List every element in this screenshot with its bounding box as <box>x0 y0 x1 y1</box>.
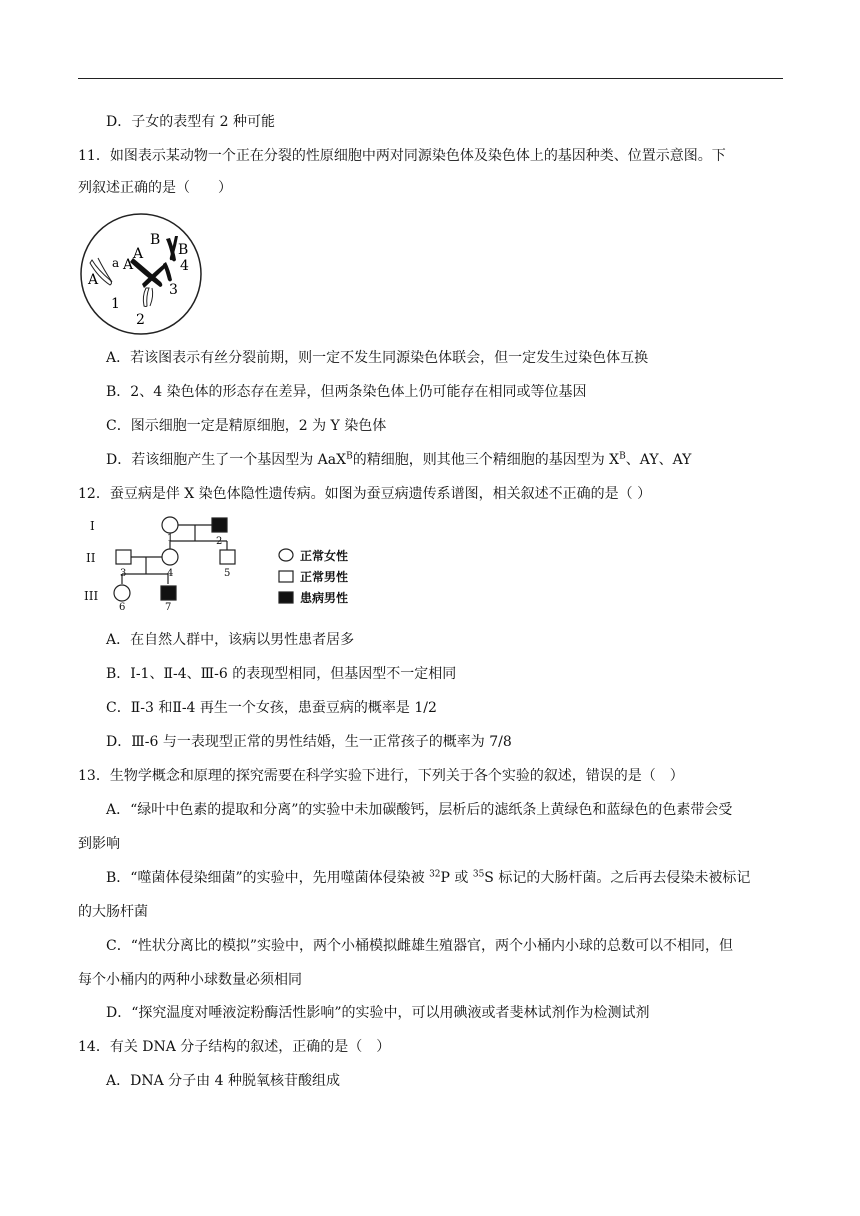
legend-affected-symbol <box>279 592 293 603</box>
chromosome-number-4: 4 <box>180 258 189 274</box>
individual-II-4 <box>162 549 178 565</box>
legend-male-symbol <box>279 571 293 582</box>
gen-label-III: III <box>84 589 99 603</box>
q11-option-c: C．图示细胞一定是精原细胞，2 为 Y 染色体 <box>106 418 387 434</box>
q13-option-c-line1: C．“性状分离比的模拟”实验中，两个小桶模拟雌雄生殖器官，两个小桶内小球的总数可以不相同，但 <box>106 938 734 954</box>
pedigree-num-7: 7 <box>165 602 172 610</box>
q11-option-d: D．若该细胞产生了一个基因型为 AaX$^B$的精细胞，则其他三个精细胞的基因型为 $X^B$、AY、AY <box>106 451 692 468</box>
legend-male-label: 正常男性 <box>300 570 349 584</box>
chromosome-3 <box>130 258 166 288</box>
legend-affected-label: 患病男性 <box>300 591 349 605</box>
q13-option-a-line2: 到影响 <box>78 836 120 852</box>
q12-option-a: A．在自然人群中，该病以男性患者居多 <box>106 632 355 648</box>
prev-option-d: D．子女的表型有 2 种可能 <box>106 114 276 130</box>
gen-label-I: I <box>90 519 95 533</box>
gene-label-A2: A <box>123 257 134 273</box>
gen-label-II: II <box>86 551 96 565</box>
chromosome-4 <box>163 236 178 282</box>
gene-label-B1: B <box>150 232 161 248</box>
chromosome-number-3: 3 <box>169 282 178 298</box>
q12-option-c: C．Ⅱ-3 和Ⅱ-4 再生一个女孩，患蚕豆病的概率是 1/2 <box>106 700 437 716</box>
q13-option-c-line2: 每个小桶内的两种小球数量必须相同 <box>78 972 302 988</box>
gene-label-B2: B <box>178 242 189 258</box>
individual-I-2 <box>212 518 227 532</box>
individual-II-3 <box>116 550 131 564</box>
q14-option-a: A．DNA 分子由 4 种脱氧核苷酸组成 <box>106 1073 340 1089</box>
pedigree-num-4: 4 <box>167 568 174 579</box>
individual-III-6 <box>114 585 130 601</box>
q11-option-a: A．若该图表示有丝分裂前期，则一定不发生同源染色体联会，但一定发生过染色体互换 <box>106 350 649 366</box>
q11-option-b: B．2、4 染色体的形态存在差异，但两条染色体上仍可能存在相同或等位基因 <box>106 384 587 400</box>
chromosome-number-2: 2 <box>136 312 145 328</box>
gene-label-a: a <box>112 256 120 270</box>
legend-female-symbol <box>279 549 293 561</box>
q13-option-b-line1: B．“噬菌体侵染细菌”的实验中，先用噬菌体侵染被 $^{32}$P 或 $^{35}$S 标记的大肠杆菌。之后再去侵染未被标记 <box>106 869 751 886</box>
pedigree-num-5: 5 <box>224 568 231 579</box>
q13-stem: 13．生物学概念和原理的探究需要在科学实验下进行，下列关于各个实验的叙述，错误的是（ ） <box>78 768 684 784</box>
q12-option-b: B．Ⅰ-1、Ⅱ-4、Ⅲ-6 的表现型相同，但基因型不一定相同 <box>106 666 457 682</box>
pedigree-num-1: 1 <box>167 533 174 544</box>
pedigree-num-3: 3 <box>120 568 127 579</box>
individual-II-5 <box>220 550 235 564</box>
header-rule <box>78 78 783 79</box>
gene-label-A1: A <box>88 272 99 288</box>
q13-option-a-line1: A．“绿叶中色素的提取和分离”的实验中未加碳酸钙，层析后的滤纸条上黄绿色和蓝绿色的色素带会受 <box>106 802 733 818</box>
chromosome-2 <box>143 288 152 307</box>
q14-stem: 14．有关 DNA 分子结构的叙述，正确的是（ ） <box>78 1039 391 1055</box>
pedigree-num-6: 6 <box>119 602 126 610</box>
individual-III-7 <box>161 586 176 600</box>
q12-stem: 12．蚕豆病是伴 X 染色体隐性遗传病。如图为蚕豆病遗传系谱图，相关叙述不正确的是（ ） <box>78 486 652 502</box>
gene-label-A3: A <box>133 246 144 262</box>
pedigree-num-2: 2 <box>216 536 223 547</box>
chromosome-number-1: 1 <box>111 296 120 312</box>
q11-stem-line1: 11．如图表示某动物一个正在分裂的性原细胞中两对同源染色体及染色体上的基因种类、位置示意图。下 <box>78 148 726 164</box>
individual-I-1 <box>162 517 178 533</box>
q13-option-d: D．“探究温度对唾液淀粉酶活性影响”的实验中，可以用碘液或者斐林试剂作为检测试剂 <box>106 1005 650 1021</box>
q12-option-d: D．Ⅲ-6 与一表现型正常的男性结婚，生一正常孩子的概率为 7/8 <box>106 734 512 750</box>
q13-option-b-line2: 的大肠杆菌 <box>78 904 148 920</box>
legend-female-label: 正常女性 <box>300 549 349 563</box>
chromosome-figure <box>78 212 206 336</box>
q11-stem-line2: 列叙述正确的是（ ） <box>78 180 232 196</box>
pedigree-chart <box>78 514 378 610</box>
